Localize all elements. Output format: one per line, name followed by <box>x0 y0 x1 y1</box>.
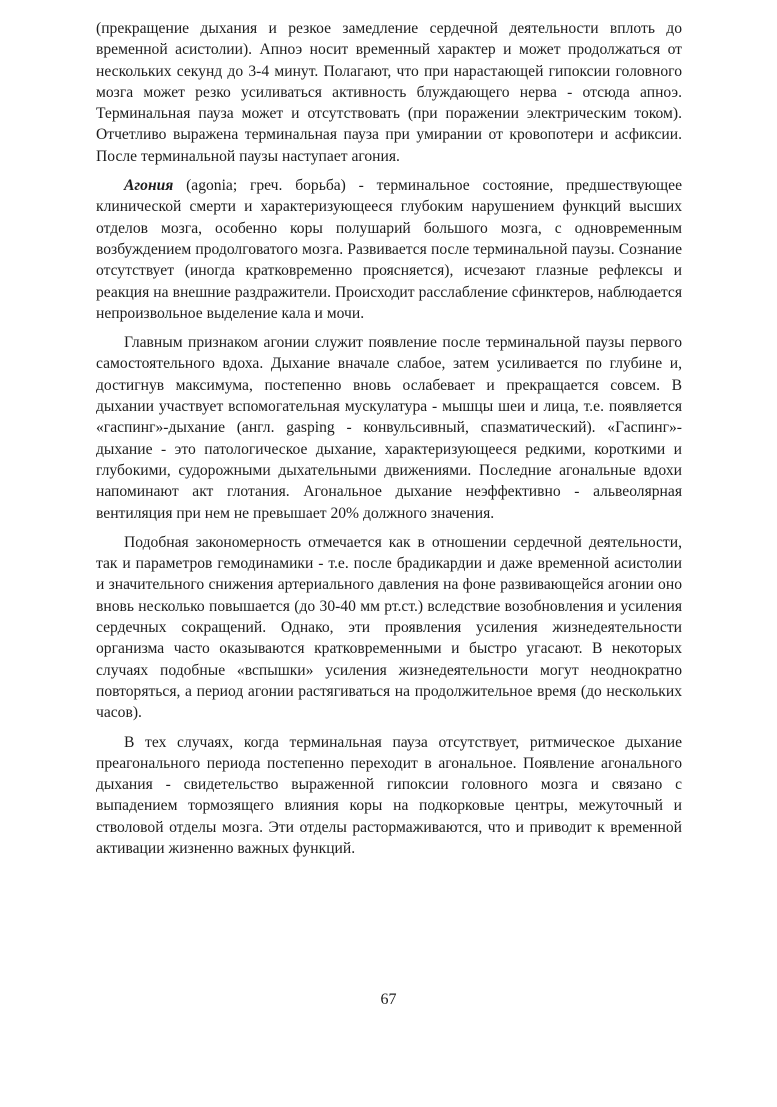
paragraph-agonia-definition <box>96 175 682 324</box>
paragraph-agonal-breathing: Главным признаком агонии служит появление после терминальной паузы первого самостоятельного вдоха. Дыхание вначале слабое, затем усиливается по глубине и, достигнув максимума, постепенно вновь ослабевает и прекращается совсем. В дыхании участвует вспомогательная мускулатура - мышцы шеи и лица, т.е. появляется «гаспинг»-дыхание (англ. gasping - конвульсивный, спазматический). «Гаспинг»-дыхание - это патологическое дыхание, характеризующееся редкими, короткими и глубокими, судорожными дыхательными движениями. Последние агональные вдохи напоминают акт глотания. Агональное дыхание неэффективно - альвеолярная вентиляция при нем не превышает 20% должного значения. <box>96 334 682 522</box>
page-body <box>96 18 682 859</box>
term-agonia: Агония <box>124 177 174 195</box>
paragraph-no-terminal-pause: В тех случаях, когда терминальная пауза отсутствует, ритмическое дыхание преагонального периода постепенно переходит в агональное. Появление агонального дыхания - свидетельство выраженной гипоксии головного мозга и связано с выпадением тормозящего влияния коры на подкорковые центры, межуточный и стволовой отделы мозга. Эти отделы растормаживаются, что и приводит к временной активации жизненно важных функций. <box>96 733 682 857</box>
paragraph-agonia-text: (agonia; греч. борьба) - терминальное состояние, предшествующее клинической смерти и характеризующееся глубоким нарушением функций высших отделов мозга, особенно коры полушарий большого мозга, с одновременным возбуждением продолговатого мозга. Развивается после терминальной паузы. Сознание отсутствует (иногда кратковременно проясняется), исчезают глазные рефлексы и реакция на внешние раздражители. Происходит расслабление сфинктеров, наблюдается непроизвольное выделение кала и мочи. <box>96 177 682 322</box>
page-number: 67 <box>380 991 397 1008</box>
paragraph-hemodynamics: Подобная закономерность отмечается как в отношении сердечной деятельности, так и параметров гемодинамики - т.е. после брадикардии и даже временной асистолии и значительного снижения артериального давления на фоне развивающейся агонии оно вновь несколько повышается (до 30-40 мм рт.ст.) вследствие возобновления и усиления сердечных сокращений. Однако, эти проявления усиления жизнедеятельности организма часто оказываются кратковременными и быстро угасают. В некоторых случаях подобные «вспышки» усиления жизнедеятельности могут неоднократно повторяться, а период агонии растягиваться на продолжительное время (до нескольких часов). <box>96 533 682 722</box>
paragraph-continuation: (прекращение дыхания и резкое замедление сердечной деятельности вплоть до временной асистолии). Апноэ носит временный характер и может продолжаться от нескольких секунд до 3-4 минут. Полагают, что при нарастающей гипоксии головного мозга может резко усиливаться активность блуждающего нерва - отсюда апноэ. Терминальная пауза может и отсутствовать (при поражении электрическим током). Отчетливо выражена терминальная пауза при умирании от кровопотери и асфиксии. После терминальной паузы наступает агония. <box>96 20 682 165</box>
